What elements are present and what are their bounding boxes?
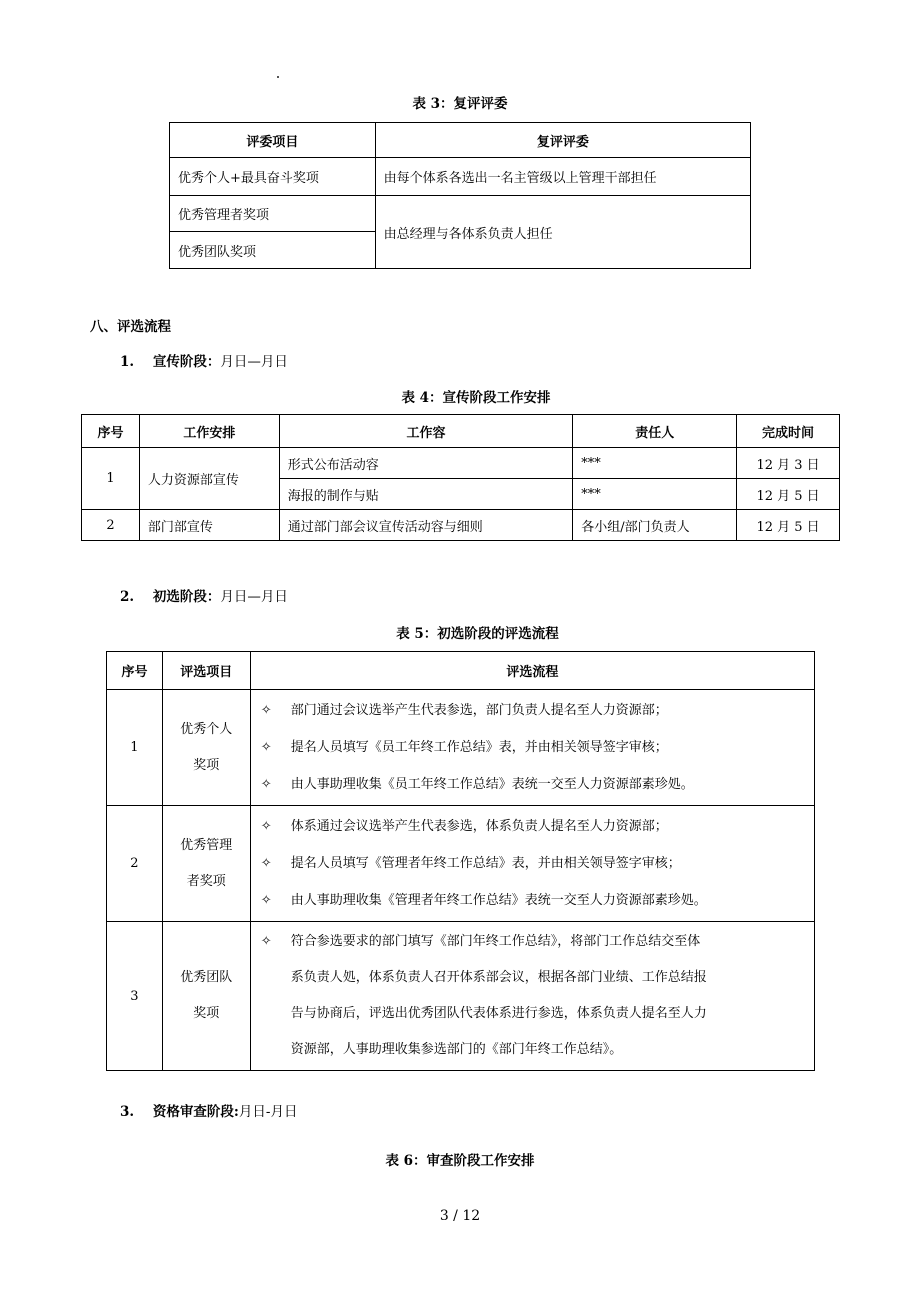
diamond-bullet-icon: ✧	[260, 703, 272, 718]
step2-heading	[120, 585, 288, 605]
table4-header: 工作安排	[139, 415, 279, 448]
table4-cell: 通过部门部会议宣传活动容与细则	[279, 510, 573, 541]
table5	[106, 651, 815, 1071]
step-text: 体系通过会议选举产生代表参选，体系负责人提名至人力资源部；	[290, 819, 668, 834]
step-line	[257, 729, 808, 766]
step-text: 符合参选要求的部门填写《部门年终工作总结》，将部门工作总结交至体	[290, 934, 701, 949]
step1-heading	[120, 350, 288, 370]
page-number: 3 / 12	[439, 1208, 481, 1224]
table4-cell: 1	[82, 448, 140, 510]
table4-cell: 12 月 5 日	[737, 479, 840, 510]
table5-steps	[250, 690, 814, 806]
step-line	[257, 766, 808, 803]
table4-cell: 形式公布活动容	[279, 448, 573, 479]
item-line: 奖项	[193, 757, 220, 773]
item-line: 奖项	[193, 1006, 220, 1021]
step-text: 部门通过会议选举产生代表参选，部门负责人提名至人力资源部；	[290, 703, 668, 718]
table5-steps	[250, 806, 814, 922]
item-line: 者奖项	[186, 873, 226, 889]
table5-header: 评选流程	[250, 652, 814, 690]
step-number: 2.	[120, 589, 135, 605]
table3-cell: 优秀团队奖项	[170, 232, 376, 269]
section-title: 八、评选流程	[90, 319, 171, 335]
table5-header: 评选项目	[162, 652, 250, 690]
step-line	[257, 924, 808, 960]
step-text: 提名人员填写《管理者年终工作总结》表，并由相关领导签字审核；	[290, 856, 681, 871]
step-line	[257, 845, 808, 882]
step-label: 初选阶段：	[152, 589, 221, 605]
step-text: 由人事助理收集《员工年终工作总结》表统一交至人力资源部素珍処。	[290, 777, 694, 792]
step-number: 3.	[120, 1104, 135, 1120]
table5-row-number: 2	[107, 806, 163, 922]
table4	[81, 414, 840, 541]
table3-cell: 由总经理与各体系负责人担任	[375, 196, 750, 269]
step-line	[257, 1032, 808, 1068]
diamond-bullet-icon: ✧	[260, 777, 272, 792]
step-text: 告与协商后，评选出优秀团队代表体系进行参选，体系负责人提名至人力	[290, 1006, 707, 1021]
item-line: 优秀个人	[180, 721, 233, 737]
table3-header-item: 评委项目	[170, 123, 376, 158]
step-dates: 月日—月日	[220, 354, 288, 370]
step-text: 由人事助理收集《管理者年终工作总结》表统一交至人力资源部素珍処。	[290, 893, 707, 908]
table3	[169, 122, 751, 269]
table5-row-number: 3	[107, 922, 163, 1071]
step-text: 提名人员填写《员工年终工作总结》表，并由相关领导签字审核；	[290, 740, 668, 755]
table4-header: 责任人	[573, 415, 737, 448]
table4-cell: 部门部宣传	[139, 510, 279, 541]
table5-caption: 表 5：初选阶段的评选流程	[396, 626, 559, 642]
table4-cell: 2	[82, 510, 140, 541]
diamond-bullet-icon: ✧	[260, 934, 272, 949]
table3-cell: 优秀个人+最具奋斗奖项	[170, 158, 376, 196]
table4-cell: ***	[573, 448, 737, 479]
table6-caption: 表 6：审查阶段工作安排	[385, 1153, 535, 1169]
table4-caption: 表 4：宣传阶段工作安排	[401, 390, 551, 406]
table4-cell: 各小组/部门负责人	[573, 510, 737, 541]
table4-header: 工作容	[279, 415, 573, 448]
step-label: 宣传阶段：	[152, 354, 221, 370]
step-line	[257, 808, 808, 845]
table4-cell: 海报的制作与贴	[279, 479, 573, 510]
diamond-bullet-icon: ✧	[260, 856, 272, 871]
step-line	[257, 692, 808, 729]
table4-header: 完成时间	[737, 415, 840, 448]
step-line	[257, 960, 808, 996]
table3-header-judge: 复评评委	[375, 123, 750, 158]
step-line	[257, 882, 808, 919]
step-dates: 月日-月日	[238, 1104, 298, 1120]
diamond-bullet-icon: ✧	[260, 819, 272, 834]
stray-dot	[277, 76, 279, 78]
table5-item	[162, 922, 250, 1071]
step-line	[257, 996, 808, 1032]
step-text: 资源部，人事助理收集参选部门的《部门年终工作总结》。	[290, 1042, 623, 1057]
table3-cell: 优秀管理者奖项	[170, 196, 376, 232]
diamond-bullet-icon: ✧	[260, 893, 272, 908]
step-label: 资格审查阶段:	[152, 1104, 239, 1120]
table4-cell: 12 月 3 日	[737, 448, 840, 479]
table4-cell: ***	[573, 479, 737, 510]
step-dates: 月日—月日	[220, 589, 288, 605]
item-line: 优秀管理	[180, 837, 233, 853]
table5-item	[162, 690, 250, 806]
diamond-bullet-icon: ✧	[260, 740, 272, 755]
item-line: 优秀团队	[180, 970, 233, 985]
table5-steps	[250, 922, 814, 1071]
step3-heading	[120, 1100, 297, 1120]
step-number: 1.	[120, 354, 135, 370]
table5-header: 序号	[107, 652, 163, 690]
table4-header: 序号	[82, 415, 140, 448]
table4-cell: 12 月 5 日	[737, 510, 840, 541]
table5-item	[162, 806, 250, 922]
table3-cell: 由每个体系各选出一名主管级以上管理干部担任	[375, 158, 750, 196]
table5-row-number: 1	[107, 690, 163, 806]
step-text: 系负责人処，体系负责人召开体系部会议，根据各部门业绩、工作总结报	[290, 970, 707, 985]
table4-cell: 人力资源部宣传	[139, 448, 279, 510]
table3-caption: 表 3：复评评委	[412, 96, 508, 112]
